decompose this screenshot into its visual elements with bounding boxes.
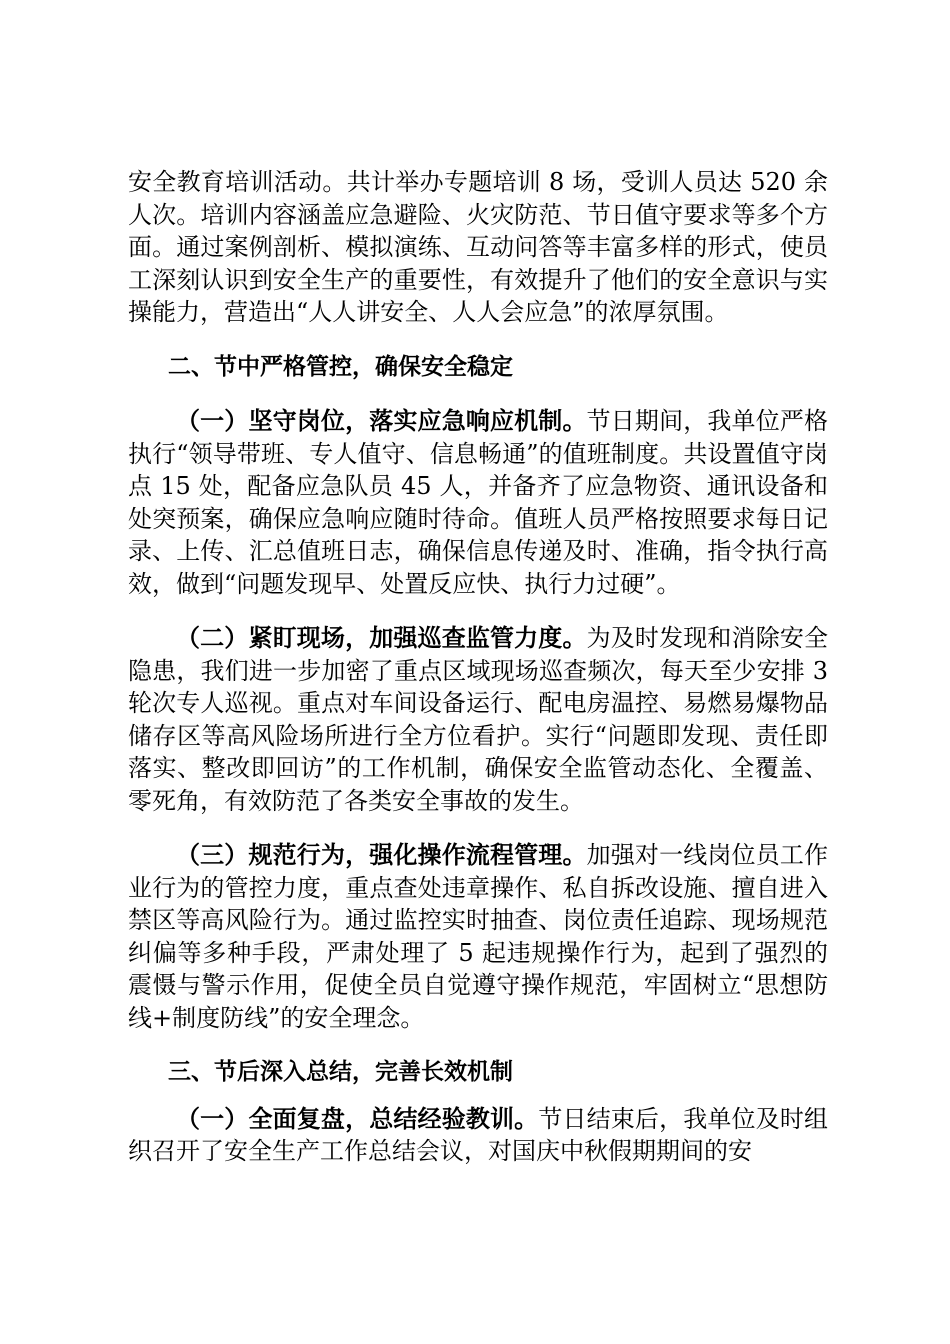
spacer [128, 600, 828, 622]
paragraph-lead: （一）全面复盘，总结经验教训。 [176, 1104, 539, 1133]
paragraph-lead: （一）坚守岗位，落实应急响应机制。 [176, 407, 587, 435]
spacer [128, 817, 828, 839]
paragraph-lead: （二）紧盯现场，加强巡查监管力度。 [176, 624, 587, 652]
section-2-paragraph-2 [128, 622, 828, 817]
spacer [128, 383, 828, 405]
paragraph-body: 节日结束后，我单位及时组织召开了安全生产工作总结会议，对国庆中秋假期期间的安 [128, 1104, 829, 1165]
paragraph-body: 加强对一线岗位员工作业行为的管控力度，重点查处违章操作、私自拆改设施、擅自进入禁区等高风险行为。通过监控实时抽查、岗位责任追踪、现场规范纠偏等多种手段，严肃处理了 5 起违规操作行为，起到了强烈的震慑与警示作用，促使全员自觉遵守操作规范，牢固树立“思想防线+制度防线”的安全理念。 [128, 841, 829, 1032]
section-2-paragraph-1 [128, 405, 828, 600]
paragraph-body: 节日期间，我单位严格执行“领导带班、专人值守、信息畅通”的值班制度。共设置值守岗点 15 处，配备应急队员 45 人，并备齐了应急物资、通讯设备和处突预案，确保应急响应随时待命。值班人员严格按照要求每日记录、上传、汇总值班日志，确保信息传递及时、准确，指令执行高效，做到“问题发现早、处置反应快、执行力过硬”。 [128, 407, 829, 598]
paragraph-lead: （三）规范行为，强化操作流程管理。 [176, 841, 587, 869]
spacer [128, 1089, 828, 1103]
spacer [128, 1034, 828, 1056]
section-2-heading: 二、节中严格管控，确保安全稳定 [168, 353, 513, 380]
section-3-paragraph-1 [128, 1103, 828, 1168]
intro-paragraph: 安全教育培训活动。共计举办专题培训 8 场，受训人员达 520 余人次。培训内容涵盖应急避险、火灾防范、节日值守要求等多个方面。通过案例剖析、模拟演练、互动问答等丰富多样的形式，使员工深刻认识到安全生产的重要性，有效提升了他们的安全意识与实操能力，营造出“人人讲安全、人人会应急”的浓厚氛围。 [128, 168, 828, 326]
section-3-heading: 三、节后深入总结，完善长效机制 [168, 1059, 513, 1085]
paragraph-body: 为及时发现和消除安全隐患，我们进一步加密了重点区域现场巡查频次，每天至少安排 3 轮次专人巡视。重点对车间设备运行、配电房温控、易燃易爆物品储存区等高风险场所进行全方位看护。实行“问题即发现、责任即落实、整改即回访”的工作机制，确保安全监管动态化、全覆盖、零死角，有效防范了各类安全事故的发生。 [128, 624, 829, 815]
section-2-paragraph-3 [128, 839, 828, 1034]
document-body [128, 166, 828, 1168]
spacer [128, 329, 828, 351]
